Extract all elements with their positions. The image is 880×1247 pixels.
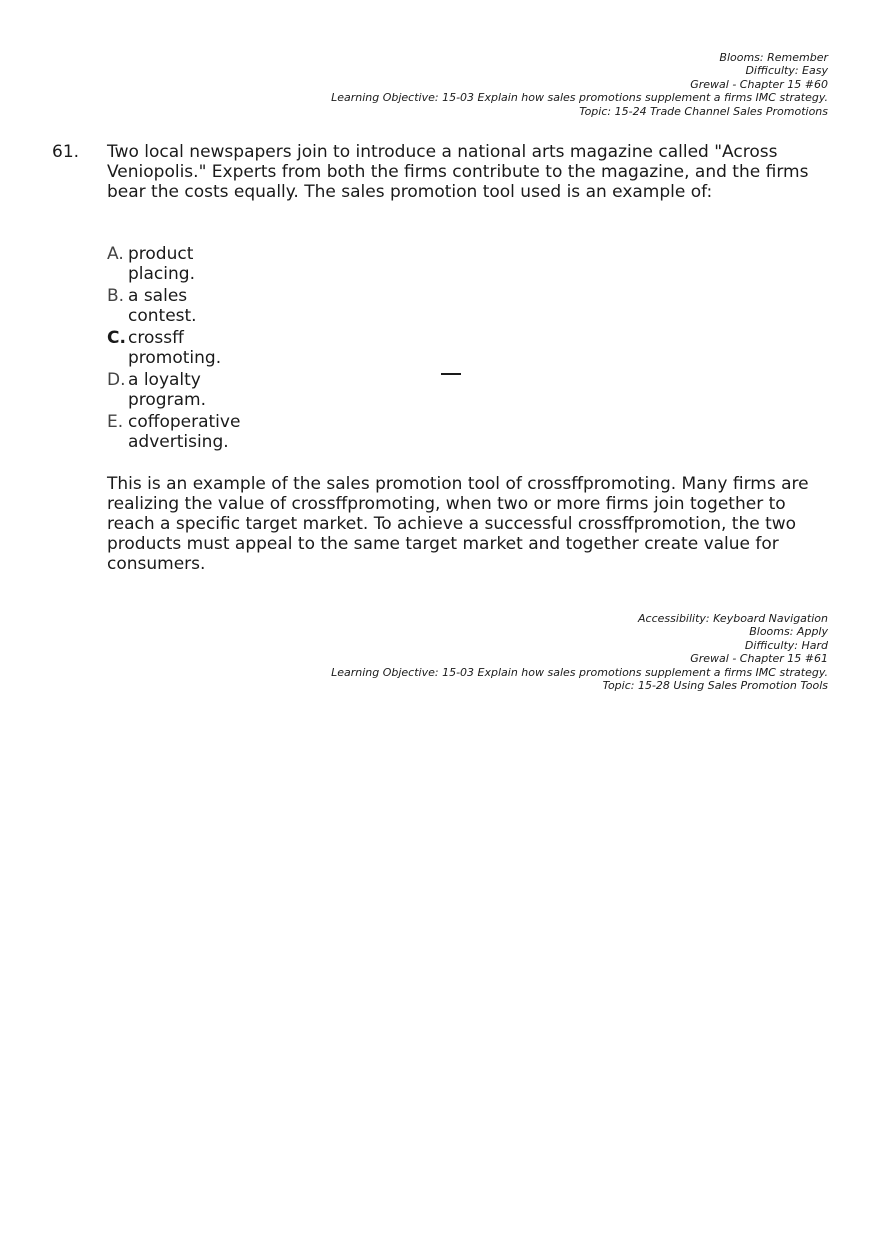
option-b [107, 286, 307, 326]
meta-accessibility: Accessibility: Keyboard Navigation [638, 612, 828, 625]
meta-topic: Topic: 15-28 Using Sales Promotion Tools [602, 679, 828, 693]
meta-blooms: Blooms: Apply [749, 625, 828, 639]
option-a [107, 244, 307, 284]
option-text: product placing. [128, 244, 195, 284]
question-metadata [331, 612, 828, 692]
meta-learning-objective: Learning Objective: 15-03 Explain how sales promotions supplement a firms IMC strategy. [331, 91, 828, 105]
option-text: a loyalty program. [128, 370, 206, 410]
meta-learning-objective: Learning Objective: 15-03 Explain how sales promotions supplement a firms IMC strategy. [331, 665, 828, 679]
meta-blooms: Blooms: Remember [719, 51, 828, 64]
option-letter: D. [107, 370, 126, 390]
option-letter: B. [107, 286, 125, 306]
option-letter: C. [107, 328, 126, 348]
option-letter: A. [107, 244, 124, 264]
option-d [107, 370, 307, 410]
answer-explanation: This is an example of the sales promotion tool of crossffpromoting. Many firms are realizing the value of crossffpromoting, when two or more firms join together to reach a specific target market. To achieve a successful crossffpromotion, the two products must appeal to the same target market and together create value for consumers. [107, 474, 809, 574]
meta-chapter: Grewal - Chapter 15 #61 [690, 652, 828, 666]
question-text: Two local newspapers join to introduce a national arts magazine called "Across Veniopolis." Experts from both the firms contribute to the magazine, and the firms bear the costs equally. The sales promotion tool used is an example of: [107, 142, 809, 202]
meta-chapter: Grewal - Chapter 15 #60 [690, 77, 828, 91]
previous-question-metadata [331, 51, 828, 118]
option-e [107, 412, 307, 452]
answer-blank-dash [441, 373, 461, 375]
option-c-correct [107, 328, 307, 368]
meta-difficulty: Difficulty: Easy [745, 64, 828, 78]
question-number: 61. [52, 142, 80, 162]
option-text: coffoperative advertising. [128, 412, 241, 452]
option-letter: E. [107, 412, 124, 432]
answer-options [107, 244, 307, 454]
option-text: a sales contest. [128, 286, 197, 326]
meta-topic: Topic: 15-24 Trade Channel Sales Promotions [579, 104, 828, 118]
option-text: crossff promoting. [128, 328, 222, 368]
meta-difficulty: Difficulty: Hard [744, 638, 828, 652]
